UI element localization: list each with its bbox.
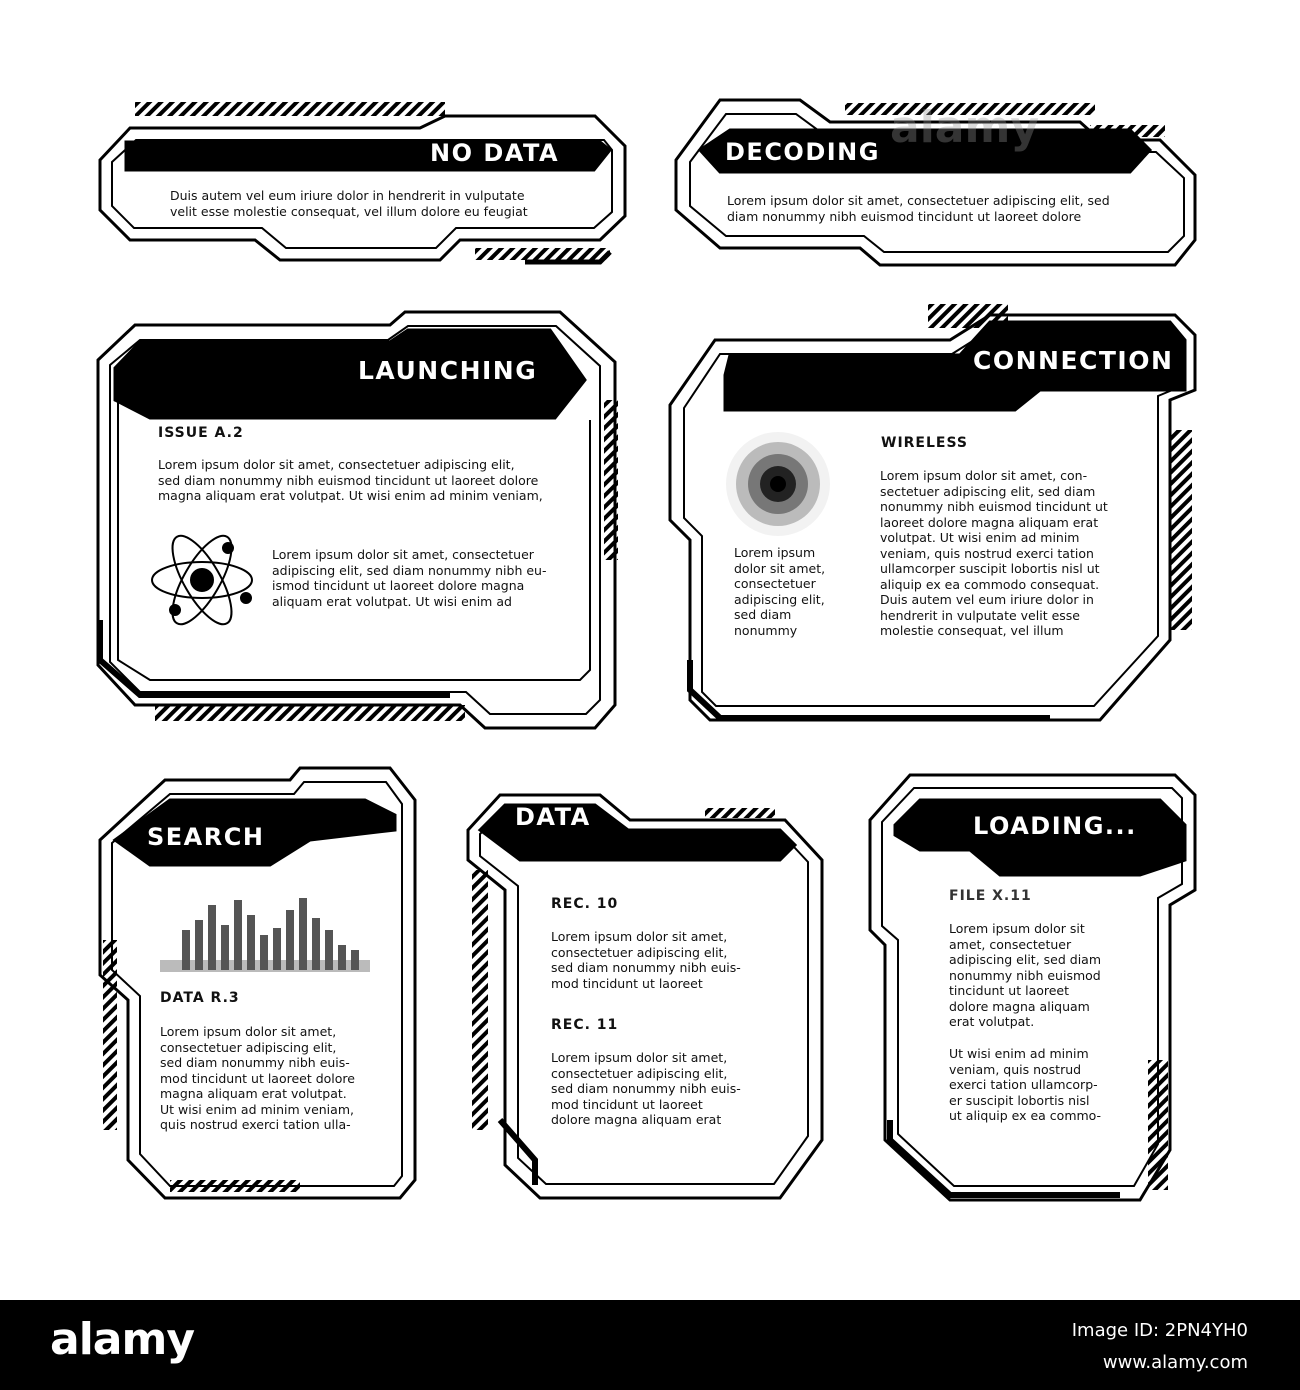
- panel-data-rec1-title: REC. 10: [551, 896, 619, 912]
- panel-search-text: Lorem ipsum dolor sit amet, consectetuer adipiscing elit, sed diam nonummy nibh euis- mod tincidunt ut laoreet dolore magna aliquam erat volutpat. Ut wisi enim ad minim veniam, quis nostrud exerci tation ulla-: [160, 1024, 355, 1132]
- panel-search-subtitle: DATA R.3: [160, 990, 240, 1006]
- panel-connection-text-left: Lorem ipsum dolor sit amet, consectetuer adipiscing elit, sed diam nonummy: [734, 545, 826, 638]
- panel-launching-text-1: Lorem ipsum dolor sit amet, consectetuer adipiscing elit, sed diam nonummy nibh euismod tincidunt ut laoreet dolore magna aliquam erat volutpat. Ut wisi enim ad minim veniam,: [158, 457, 543, 503]
- panel-no-data-frame: [100, 102, 625, 262]
- stock-footer-bar: [0, 1300, 1300, 1390]
- panel-decoding-text: Lorem ipsum dolor sit amet, consectetuer adipiscing elit, sed diam nonummy nibh euismod tincidunt ut laoreet dolore: [727, 193, 1110, 224]
- equalizer-icon: [160, 898, 370, 972]
- panel-connection-text-right: Lorem ipsum dolor sit amet, con- sectetuer adipiscing elit, sed diam nonummy nibh euismod tincidunt ut laoreet dolore magna aliquam erat volutpat. Ut wisi enim ad minim veniam, quis nostrud exerci tation ullamcorper suscipit lobortis nisl ut aliquip ex ea commodo consequat. Duis autem vel eum iriure dolor in hendrerit in vulputate velit esse molestie consequat, vel illum: [880, 468, 1108, 638]
- panel-loading-text-2: Ut wisi enim ad minim veniam, quis nostrud exerci tation ullamcorp- er suscipit lobortis nisl ut aliquip ex ea commo-: [949, 1046, 1102, 1123]
- radar-target-icon: [726, 432, 830, 536]
- watermark-text: alamy: [890, 102, 1039, 153]
- panel-data-title: DATA: [515, 803, 591, 831]
- panel-data-rec2-title: REC. 11: [551, 1017, 619, 1033]
- panel-data-rec2-text: Lorem ipsum dolor sit amet, consectetuer adipiscing elit, sed diam nonummy nibh euis- mod tincidunt ut laoreet dolore magna aliquam erat: [551, 1050, 741, 1127]
- image-id-label: Image ID: 2PN4YH0: [1071, 1320, 1248, 1341]
- panel-launching-subtitle: ISSUE A.2: [158, 425, 244, 441]
- panel-no-data-title: NO DATA: [430, 139, 560, 167]
- panel-loading-subtitle: FILE X.11: [949, 888, 1032, 904]
- alamy-logo: alamy: [50, 1314, 194, 1365]
- panel-launching-text-2: Lorem ipsum dolor sit amet, consectetuer adipiscing elit, sed diam nonummy nibh eu- ismod tincidunt ut laoreet dolore magna aliquam erat volutpat. Ut wisi enim ad: [272, 547, 547, 609]
- panel-decoding-title: DECODING: [725, 138, 880, 166]
- panel-search-title: SEARCH: [147, 823, 265, 851]
- panel-data-frame: [468, 795, 822, 1198]
- panel-connection-title: CONNECTION: [973, 346, 1174, 375]
- panel-connection-subtitle: WIRELESS: [881, 435, 969, 451]
- panel-no-data-text: Duis autem vel eum iriure dolor in hendrerit in vulputate velit esse molestie consequat, vel illum dolore eu feugiat: [170, 188, 528, 219]
- atom-icon: [152, 528, 252, 633]
- panel-launching-title: LAUNCHING: [358, 356, 538, 385]
- site-url: www.alamy.com: [1102, 1352, 1248, 1373]
- panel-loading-text-1: Lorem ipsum dolor sit amet, consectetuer adipiscing elit, sed diam nonummy nibh euismod tincidunt ut laoreet dolore magna aliquam erat volutpat.: [949, 921, 1102, 1029]
- panel-loading-title: LOADING...: [973, 812, 1137, 840]
- panel-data-rec1-text: Lorem ipsum dolor sit amet, consectetuer adipiscing elit, sed diam nonummy nibh euis- mod tincidunt ut laoreet: [551, 929, 741, 991]
